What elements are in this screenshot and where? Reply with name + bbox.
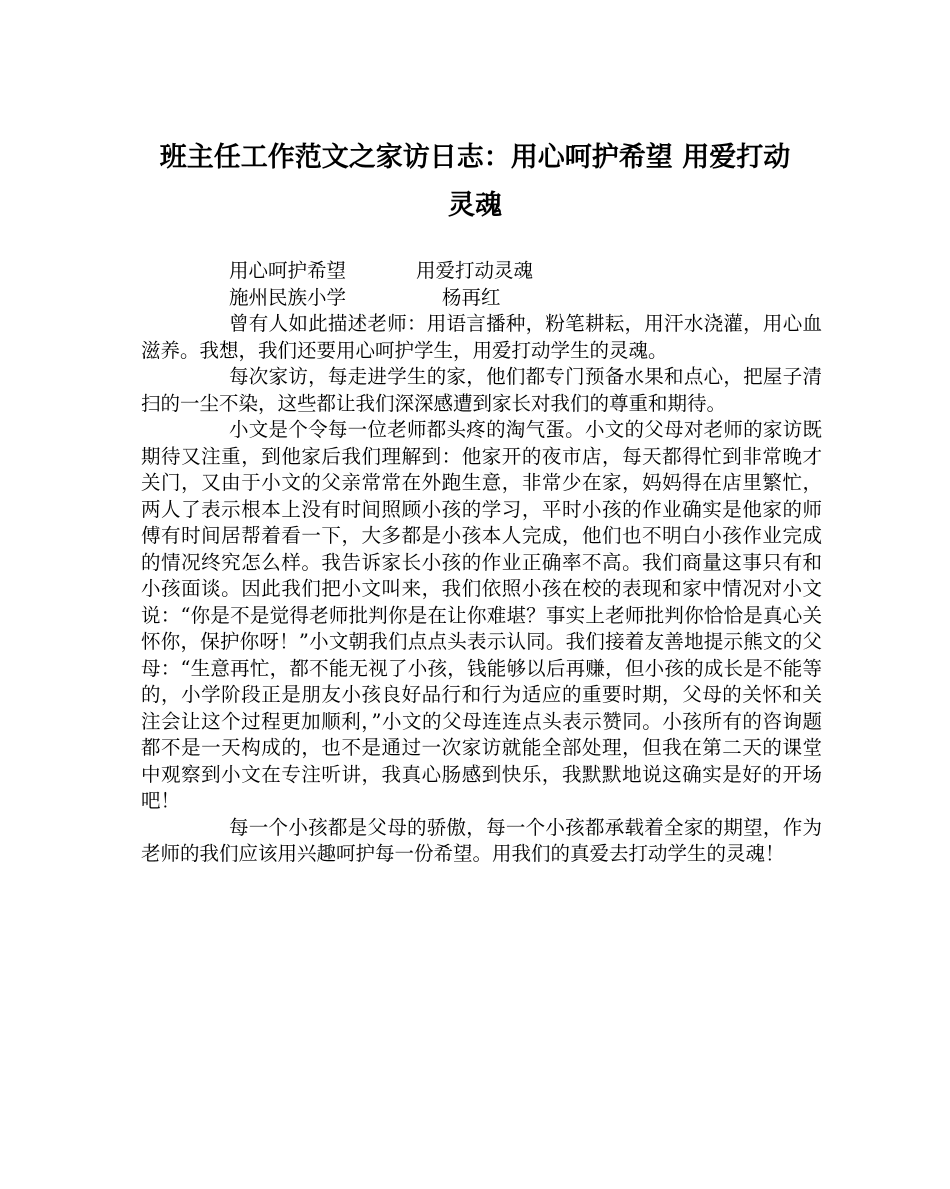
document-body — [141, 258, 822, 868]
paragraph: 每一个小孩都是父母的骄傲，每一个小孩都承载着全家的期望，作为老师的我们应该用兴趣呵护每一份希望。用我们的真爱去打动学生的灵魂！ — [141, 815, 822, 865]
document-title — [135, 134, 815, 230]
title-line-2: 灵魂 — [448, 190, 502, 221]
title-line-1: 班主任工作范文之家访日志：用心呵护希望 用爱打动 — [159, 142, 791, 173]
paragraph: 每次家访，每走进学生的家，他们都专门预备水果和点心，把屋子清扫的一尘不染，这些都让我们深深感遭到家长对我们的尊重和期待。 — [141, 365, 822, 415]
author-name: 杨再红 — [442, 285, 501, 309]
school-name: 施州民族小学 — [229, 285, 347, 309]
byline — [141, 285, 822, 312]
subtitle-left: 用心呵护希望 — [229, 259, 347, 282]
subtitle-line — [141, 258, 822, 285]
paragraph: 曾有人如此描述老师：用语言播种，粉笔耕耘，用汗水浇灌，用心血滋养。我想，我们还要用心呵护学生，用爱打动学生的灵魂。 — [141, 312, 822, 362]
paragraph: 小文是个令每一位老师都头疼的淘气蛋。小文的父母对老师的家访既期待又注重，到他家后我们理解到：他家开的夜市店，每天都得忙到非常晚才关门，又由于小文的父亲常常在外跑生意，非常少在家，妈妈得在店里繁忙，两人了表示根本上没有时间照顾小孩的学习，平时小孩的作业确实是他家的师傅有时间居帮着看一下，大多都是小孩本人完成，他们也不明白小孩作业完成的情况终究怎么样。我告诉家长小孩的作业正确率不高。我们商量这事只有和小孩面谈。因此我们把小文叫来，我们依照小孩在校的表现和家中情况对小文说：“你是不是觉得老师批判你是在让你难堪？事实上老师批判你恰恰是真心关怀你，保护你呀！”小文朝我们点点头表示认同。我们接着友善地提示熊文的父母：“生意再忙，都不能无视了小孩，钱能够以后再赚，但小孩的成长是不能等的，小学阶段正是朋友小孩良好品行和行为适应的重要时期，父母的关怀和关注会让这个过程更加顺利，”小文的父母连连点头表示赞同。小孩所有的咨询题都不是一天构成的，也不是通过一次家访就能全部处理，但我在第二天的课堂中观察到小文在专注听讲，我真心肠感到快乐，我默默地说这确实是好的开场吧！ — [141, 418, 822, 812]
subtitle-right: 用爱打动灵魂 — [416, 259, 534, 282]
